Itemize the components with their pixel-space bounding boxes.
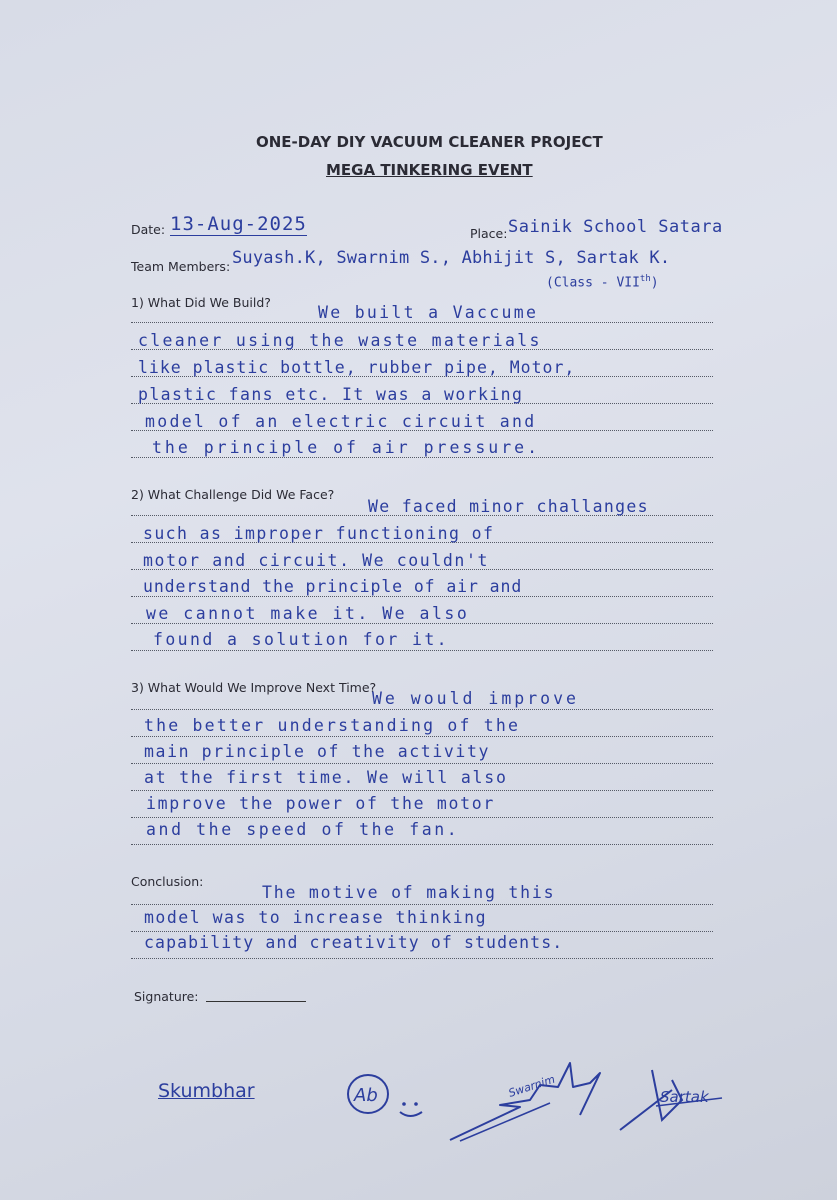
answer-line	[131, 817, 713, 818]
answer-text: We built a Vaccume	[318, 303, 539, 322]
answer-text: model was to increase thinking	[144, 908, 488, 927]
answer-line	[131, 763, 713, 764]
answer-line	[131, 596, 713, 597]
question-1: 1) What Did We Build?	[131, 295, 271, 310]
answer-line	[131, 457, 713, 458]
signature-ab-text: Ab	[354, 1085, 378, 1106]
signature-sartak-text: Sartak	[660, 1088, 709, 1106]
answer-text: improve the power of the motor	[146, 794, 496, 813]
question-2: 2) What Challenge Did We Face?	[131, 487, 335, 502]
date-label: Date:	[131, 222, 166, 237]
team-members-value: Suyash.K, Swarnim S., Abhijit S, Sartak K.	[232, 248, 671, 268]
signature-ab	[342, 1068, 432, 1128]
answer-text: model of an electric circuit and	[145, 412, 537, 431]
answer-line	[131, 931, 713, 932]
answer-text: cleaner using the waste materials	[138, 331, 542, 350]
date-value: 13-Aug-2025	[170, 213, 307, 235]
answer-line	[131, 322, 713, 323]
answer-text: plastic fans etc. It was a working	[138, 385, 524, 404]
class-note-sup: th	[639, 274, 651, 284]
answer-line	[131, 844, 713, 845]
place-value: Sainik School Satara	[508, 217, 723, 237]
answer-text: the better understanding of the	[144, 716, 521, 735]
signature-line	[206, 1001, 306, 1002]
answer-text: main principle of the activity	[144, 742, 491, 761]
place-label: Place:	[470, 226, 508, 241]
signature-swarnim	[440, 1055, 610, 1155]
signature-skumbhar: Skumbhar	[158, 1080, 255, 1102]
form-title: ONE-DAY DIY VACUUM CLEANER PROJECT	[256, 133, 603, 151]
answer-line	[131, 736, 713, 737]
answer-text: and the speed of the fan.	[146, 820, 460, 839]
answer-line	[131, 904, 713, 905]
signature-swarnim-text: Swarnim	[506, 1072, 557, 1100]
answer-text: We would improve	[372, 689, 579, 708]
answer-line	[131, 650, 713, 651]
answer-text: motor and circuit. We couldn't	[143, 551, 490, 570]
class-note-text: (Class - VII	[546, 275, 640, 291]
class-note	[546, 274, 659, 290]
answer-line	[131, 623, 713, 624]
answer-text: The motive of making this	[262, 883, 556, 902]
answer-text: we cannot make it. We also	[146, 604, 470, 623]
question-3: 3) What Would We Improve Next Time?	[131, 680, 377, 695]
answer-text: at the first time. We will also	[144, 768, 508, 787]
answer-text: found a solution for it.	[153, 630, 450, 649]
answer-line	[131, 790, 713, 791]
team-members-label: Team Members:	[131, 259, 231, 274]
signature-label: Signature:	[134, 989, 199, 1004]
form-subtitle: MEGA TINKERING EVENT	[326, 161, 533, 179]
answer-text: capability and creativity of students.	[144, 933, 564, 952]
conclusion-label: Conclusion:	[131, 874, 204, 889]
answer-text: like plastic bottle, rubber pipe, Motor,	[138, 358, 576, 377]
signature-sartak	[612, 1060, 732, 1140]
answer-text: the principle of air pressure.	[152, 438, 541, 457]
answer-text: We faced minor challanges	[368, 497, 649, 516]
answer-text: such as improper functioning of	[143, 524, 495, 543]
class-note-close: )	[650, 275, 659, 291]
answer-text: understand the principle of air and	[143, 577, 523, 596]
answer-line	[131, 958, 713, 959]
answer-line	[131, 709, 713, 710]
